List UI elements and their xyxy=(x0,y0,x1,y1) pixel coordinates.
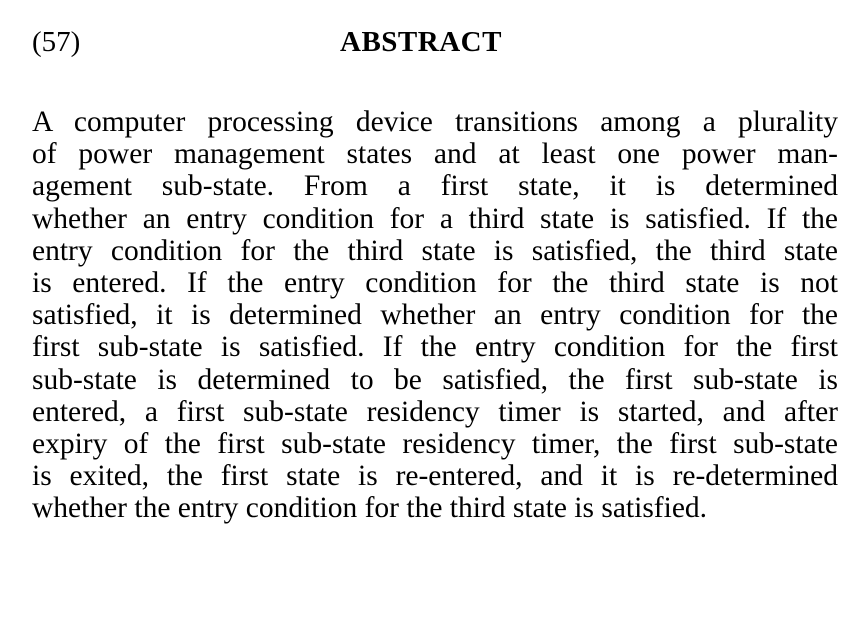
abstract-line-8: first sub-state is satisfied. If the entry condition for the first xyxy=(32,331,838,364)
abstract-line-7: satisfied, it is determined whether an entry condition for the xyxy=(32,299,838,332)
abstract-line-4: whether an entry condition for a third state is satisfied. If the xyxy=(32,202,838,235)
abstract-line-5: entry condition for the third state is satisfied, the third state xyxy=(32,234,838,267)
abstract-header xyxy=(32,22,832,62)
abstract-line-6: is entered. If the entry condition for the third state is not xyxy=(32,266,838,299)
abstract-line-3: agement sub-state. From a first state, it is determined xyxy=(32,170,838,203)
abstract-line-10: entered, a first sub-state residency timer is started, and after xyxy=(32,395,838,428)
abstract-line-12: is exited, the first state is re-entered, and it is re-determined xyxy=(32,460,838,493)
abstract-line-1: A computer processing device transitions among a plurality xyxy=(32,106,838,138)
section-number: (57) xyxy=(32,26,81,58)
abstract-title: ABSTRACT xyxy=(340,26,502,58)
abstract-line-9: sub-state is determined to be satisfied, the first sub-state is xyxy=(32,363,838,396)
abstract-line-11: expiry of the first sub-state residency timer, the first sub-state xyxy=(32,427,838,460)
abstract-line-2: of power management states and at least one power man- xyxy=(32,138,838,171)
abstract-line-13: whether the entry condition for the third state is satisfied. xyxy=(32,492,708,525)
abstract-body xyxy=(32,106,838,524)
